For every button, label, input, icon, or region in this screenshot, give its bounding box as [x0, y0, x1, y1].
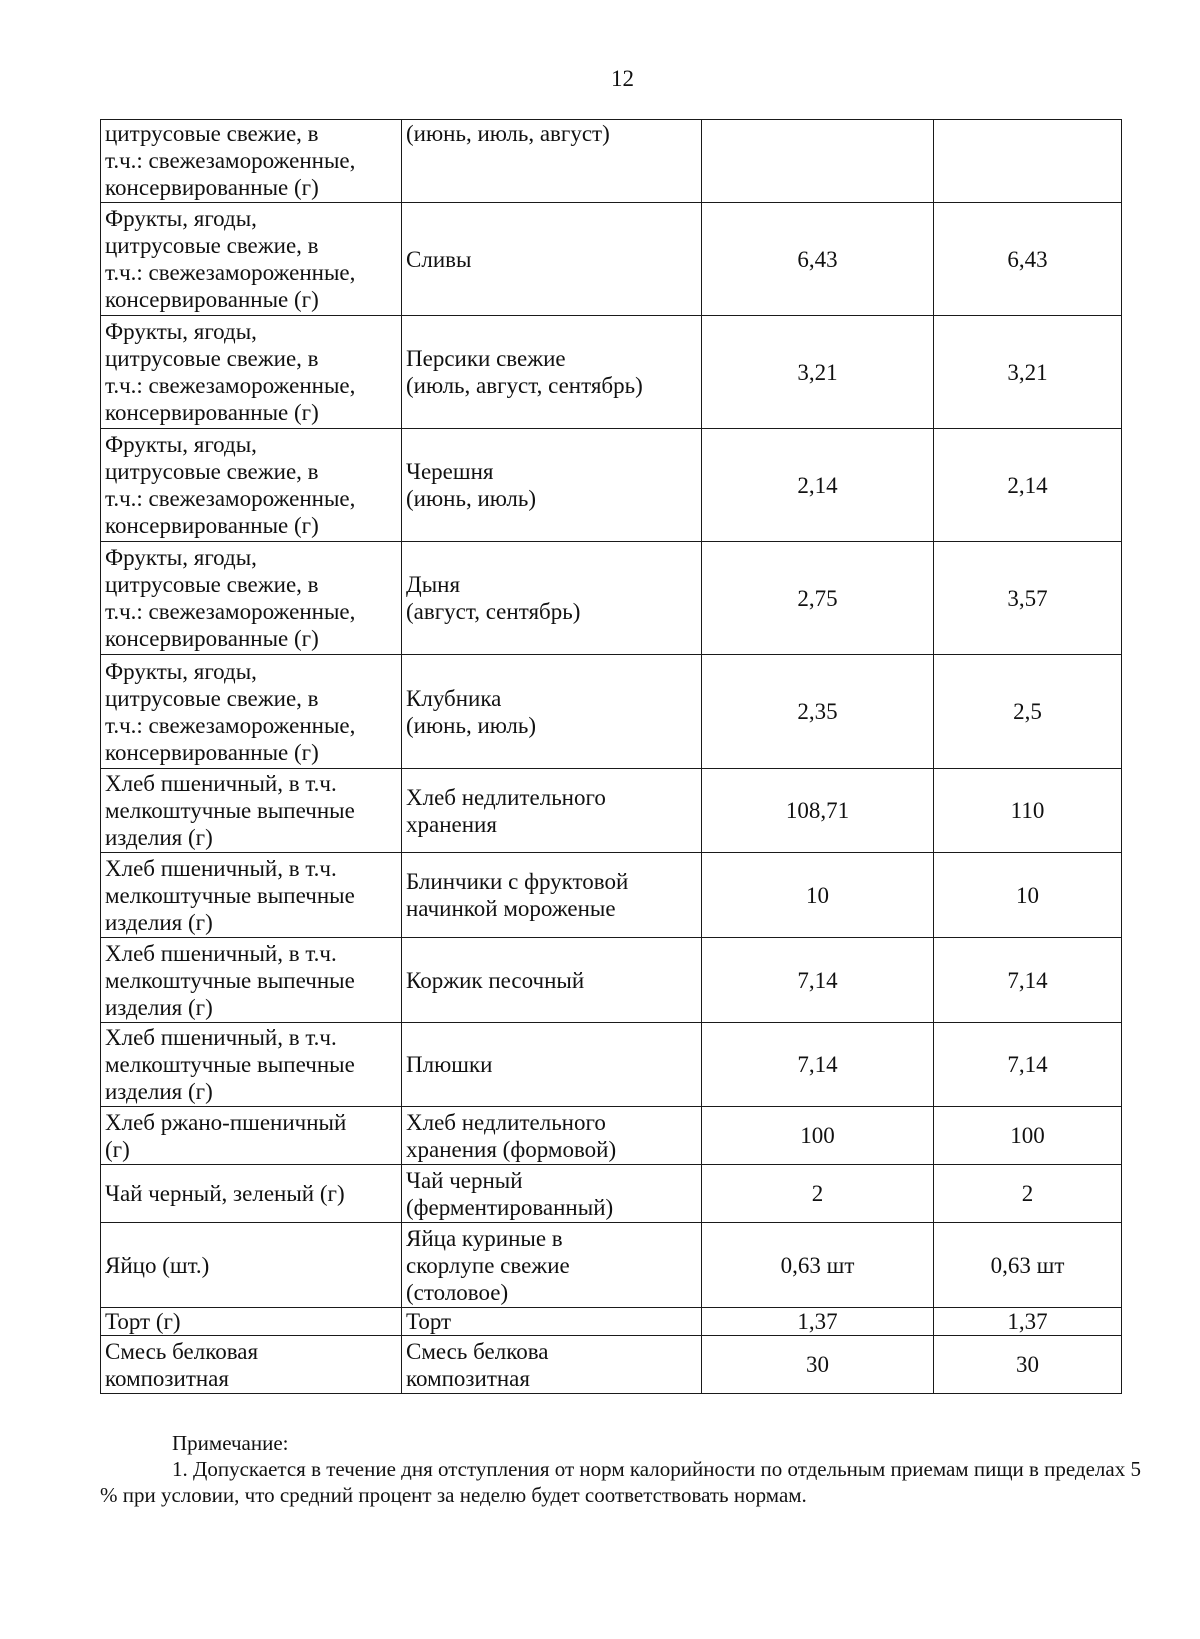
- category-cell: Торт (г): [101, 1308, 402, 1336]
- table-row: [101, 1223, 1122, 1308]
- table-row: [101, 1107, 1122, 1165]
- norm-value-2-cell: 7,14: [934, 938, 1122, 1023]
- product-cell: Клубника (июнь, июль): [402, 655, 702, 769]
- norm-value-2-cell: 30: [934, 1336, 1122, 1394]
- category-cell: Фрукты, ягоды, цитрусовые свежие, в т.ч.: свежезамороженные, консервированные (г): [101, 655, 402, 769]
- norm-value-1-cell: 10: [702, 853, 934, 938]
- product-cell: Дыня (август, сентябрь): [402, 542, 702, 655]
- norm-value-2-cell: 1,37: [934, 1308, 1122, 1336]
- norm-value-2-cell: 10: [934, 853, 1122, 938]
- category-cell: Хлеб пшеничный, в т.ч. мелкоштучные выпечные изделия (г): [101, 769, 402, 853]
- category-cell: Хлеб пшеничный, в т.ч. мелкоштучные выпечные изделия (г): [101, 1023, 402, 1107]
- norm-value-2-cell: 7,14: [934, 1023, 1122, 1107]
- table-row: [101, 1023, 1122, 1107]
- category-cell: Фрукты, ягоды, цитрусовые свежие, в т.ч.: свежезамороженные, консервированные (г): [101, 316, 402, 429]
- product-cell: Персики свежие (июль, август, сентябрь): [402, 316, 702, 429]
- category-cell: Чай черный, зеленый (г): [101, 1165, 402, 1223]
- page-number: 12: [611, 66, 634, 91]
- norm-value-1-cell: 108,71: [702, 769, 934, 853]
- category-cell: Фрукты, ягоды, цитрусовые свежие, в т.ч.: свежезамороженные, консервированные (г): [101, 203, 402, 316]
- table-row: [101, 1308, 1122, 1336]
- norm-value-2-cell: [934, 120, 1122, 203]
- product-cell: Чай черный (ферментированный): [402, 1165, 702, 1223]
- table-row: [101, 120, 1122, 203]
- food-norms-table: [100, 119, 1122, 1394]
- table-row: [101, 853, 1122, 938]
- norm-value-1-cell: 2,14: [702, 429, 934, 542]
- product-cell: Блинчики с фруктовой начинкой мороженые: [402, 853, 702, 938]
- norm-value-2-cell: 0,63 шт: [934, 1223, 1122, 1308]
- product-cell: (июнь, июль, август): [402, 120, 702, 203]
- product-cell: Черешня (июнь, июль): [402, 429, 702, 542]
- category-cell: Яйцо (шт.): [101, 1223, 402, 1308]
- note-title: Примечание:: [172, 1431, 289, 1455]
- table-row: [101, 316, 1122, 429]
- norm-value-1-cell: 1,37: [702, 1308, 934, 1336]
- norm-value-1-cell: 7,14: [702, 1023, 934, 1107]
- product-cell: Хлеб недлительного хранения: [402, 769, 702, 853]
- norm-value-2-cell: 2: [934, 1165, 1122, 1223]
- product-cell: Смесь белкова композитная: [402, 1336, 702, 1394]
- table-row: [101, 655, 1122, 769]
- norm-value-2-cell: 100: [934, 1107, 1122, 1165]
- norm-value-2-cell: 3,57: [934, 542, 1122, 655]
- norm-value-1-cell: 7,14: [702, 938, 934, 1023]
- norm-value-1-cell: 2: [702, 1165, 934, 1223]
- product-cell: Плюшки: [402, 1023, 702, 1107]
- norm-value-1-cell: 30: [702, 1336, 934, 1394]
- norm-value-1-cell: 2,35: [702, 655, 934, 769]
- norm-value-2-cell: 2,14: [934, 429, 1122, 542]
- norm-value-2-cell: 6,43: [934, 203, 1122, 316]
- table-row: [101, 1336, 1122, 1394]
- product-cell: Яйца куриные в скорлупе свежие (столовое): [402, 1223, 702, 1308]
- category-cell: Хлеб пшеничный, в т.ч. мелкоштучные выпечные изделия (г): [101, 853, 402, 938]
- category-cell: Смесь белковая композитная: [101, 1336, 402, 1394]
- product-cell: Торт: [402, 1308, 702, 1336]
- category-cell: Фрукты, ягоды, цитрусовые свежие, в т.ч.: свежезамороженные, консервированные (г): [101, 429, 402, 542]
- product-cell: Хлеб недлительного хранения (формовой): [402, 1107, 702, 1165]
- norm-value-1-cell: 6,43: [702, 203, 934, 316]
- norm-value-1-cell: 2,75: [702, 542, 934, 655]
- category-cell: Хлеб пшеничный, в т.ч. мелкоштучные выпечные изделия (г): [101, 938, 402, 1023]
- product-cell: Коржик песочный: [402, 938, 702, 1023]
- table-row: [101, 1165, 1122, 1223]
- product-cell: Сливы: [402, 203, 702, 316]
- note-text: 1. Допускается в течение дня отступления от норм калорийности по отдельным приемам пищи в пределах 5 % при условии, что средний процент за неделю будет соответствовать нормам.: [100, 1457, 1141, 1507]
- category-cell: Фрукты, ягоды, цитрусовые свежие, в т.ч.: свежезамороженные, консервированные (г): [101, 542, 402, 655]
- norm-value-1-cell: 3,21: [702, 316, 934, 429]
- norm-value-1-cell: 100: [702, 1107, 934, 1165]
- table-row: [101, 769, 1122, 853]
- note-section: [100, 1430, 1150, 1508]
- norm-value-2-cell: 3,21: [934, 316, 1122, 429]
- table-row: [101, 203, 1122, 316]
- norm-value-2-cell: 2,5: [934, 655, 1122, 769]
- table-row: [101, 938, 1122, 1023]
- norm-value-1-cell: [702, 120, 934, 203]
- norm-value-1-cell: 0,63 шт: [702, 1223, 934, 1308]
- category-cell: цитрусовые свежие, в т.ч.: свежезамороженные, консервированные (г): [101, 120, 402, 203]
- norm-value-2-cell: 110: [934, 769, 1122, 853]
- table-row: [101, 542, 1122, 655]
- category-cell: Хлеб ржано-пшеничный (г): [101, 1107, 402, 1165]
- table-row: [101, 429, 1122, 542]
